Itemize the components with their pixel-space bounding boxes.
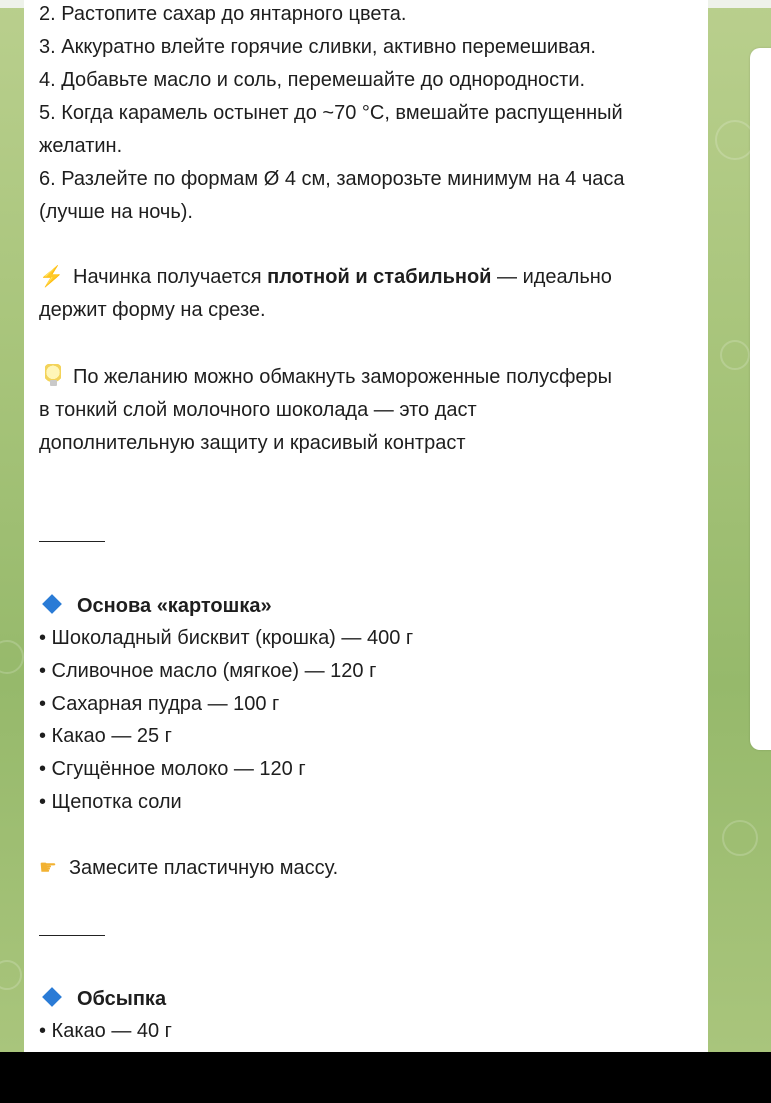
filling-note-text: Начинка получается (73, 266, 268, 288)
background-doodle (715, 120, 755, 160)
filling-note-text-end: — идеально (491, 266, 612, 288)
base-instruction-text: Замесите пластичную массу. (68, 857, 339, 879)
ingredient-item: • Сгущённое молоко — 120 г (39, 758, 306, 780)
filling-note-bold: плотной и стабильной (267, 266, 492, 288)
ingredient-item: • Шоколадный бисквит (крошка) — 400 г (39, 627, 414, 649)
ingredient-item: • Сахарная пудра — 100 г (39, 693, 280, 715)
blue-diamond-icon (42, 987, 62, 1007)
filling-note-line2: держит форму на срезе. (39, 299, 266, 321)
section-divider (39, 935, 105, 936)
ingredient-item: • Какао — 40 г (39, 1020, 172, 1042)
tip-line1 (39, 361, 699, 394)
background-doodle (720, 340, 750, 370)
section-divider (39, 541, 105, 542)
tip-line2: в тонкий слой молочного шоколада — это даст (39, 399, 477, 421)
recipe-step-5: 5. Когда карамель остынет до ~70 °C, вмешайте распущенный (39, 102, 623, 124)
lightning-icon: ⚡ (39, 266, 64, 288)
recipe-step-5-continued: желатин. (39, 135, 123, 157)
section-coating-title-text: Обсыпка (77, 988, 167, 1010)
section-coating-title (39, 983, 699, 1016)
background-doodle (0, 960, 22, 990)
recipe-step-6: 6. Разлейте по формам Ø 4 см, заморозьте минимум на 4 часа (39, 168, 625, 190)
ingredient-item: • Сливочное масло (мягкое) — 120 г (39, 660, 377, 682)
section-base-title-text: Основа «картошка» (77, 595, 272, 617)
base-instruction (39, 852, 699, 885)
side-panel-edge[interactable] (750, 48, 771, 750)
recipe-step-3: 3. Аккуратно влейте горячие сливки, активно перемешивая. (39, 36, 596, 58)
blue-diamond-icon (42, 594, 62, 614)
recipe-step-6-continued: (лучше на ночь). (39, 201, 193, 223)
bottom-black-bar (0, 1052, 771, 1103)
background-doodle (0, 640, 24, 674)
ingredient-item: • Щепотка соли (39, 791, 182, 813)
ingredient-item: • Какао — 25 г (39, 725, 172, 747)
tip-line3: дополнительную защиту и красивый контраст (39, 432, 466, 454)
section-base-title (39, 590, 699, 623)
tip-text: По желанию можно обмакнуть замороженные полусферы (73, 366, 613, 388)
background-doodle (722, 820, 758, 856)
pointing-hand-icon: ☛ (39, 857, 57, 879)
filling-note (39, 261, 699, 294)
lightbulb-icon (45, 364, 61, 386)
message-bubble[interactable] (24, 0, 708, 1052)
recipe-step-4: 4. Добавьте масло и соль, перемешайте до однородности. (39, 69, 586, 91)
recipe-step-2: 2. Растопите сахар до янтарного цвета. (39, 3, 407, 25)
